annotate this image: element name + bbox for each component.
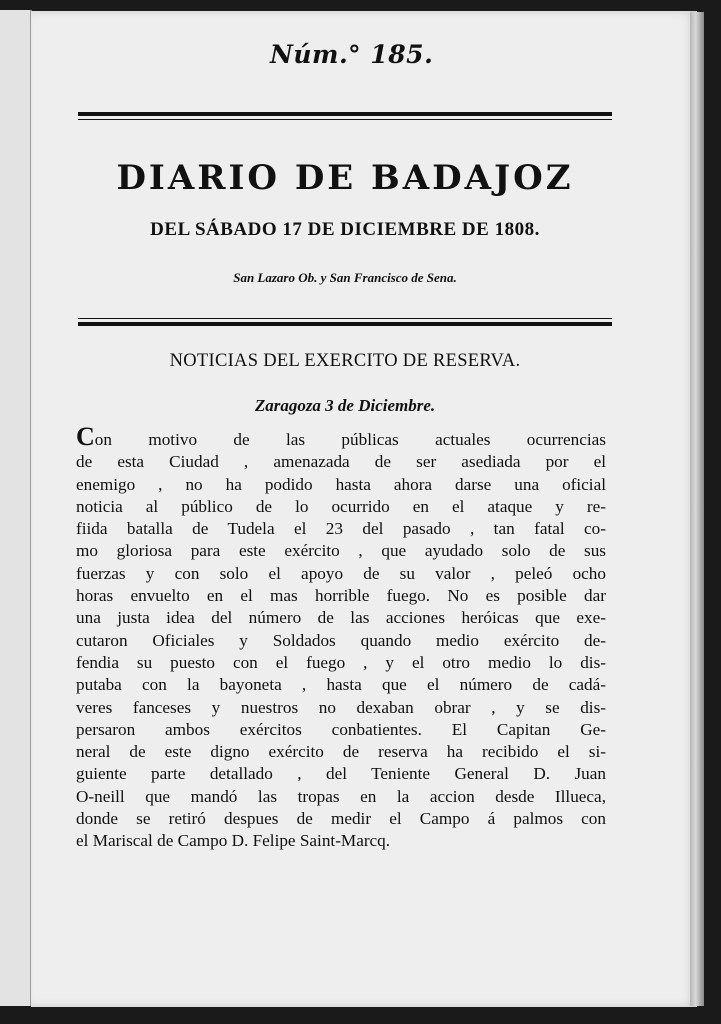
body-line: fiida batalla de Tudela el 23 del pasado , tan fatal co- [76, 519, 606, 539]
dateline-place: Zaragoza 3 de Diciembre. [254, 396, 436, 415]
body-line: enemigo , no ha podido hasta ahora darse una oficial [76, 474, 606, 494]
top-rule-thick [78, 112, 612, 116]
body-line: de esta Ciudad , amenazada de ser asediada por el [76, 452, 606, 472]
body-line: cutaron Oficiales y Soldados quando medio exército de- [76, 630, 606, 650]
article-body [76, 422, 606, 853]
body-line: fendia su puesto con el fuego , y el otro medio lo dis- [76, 652, 606, 672]
issue-number: Núm.° 185. [270, 40, 434, 69]
body-line: noticia al público de lo ocurrido en el ataque y re- [76, 496, 606, 516]
saints-of-the-day: San Lazaro Ob. y San Francisco de Sena. [233, 270, 457, 285]
top-rule-thin [78, 119, 612, 120]
body-line: guiente parte detallado , del Teniente General D. Juan [76, 764, 606, 784]
body-line: mo gloriosa para este exército , que ayudado solo de sus [76, 541, 606, 561]
left-page-edge [0, 10, 32, 1006]
dateline: DEL SÁBADO 17 DE DICIEMBRE DE 1808. [150, 219, 540, 240]
body-line: persaron ambos exércitos conbatientes. El Capitan Ge- [76, 719, 606, 739]
body-line: Con motivo de las públicas actuales ocurrencias [76, 422, 606, 451]
right-page-edge [690, 12, 704, 1006]
body-line: horas envuelto en el mas horrible fuego. No es posible dar [76, 586, 606, 606]
bottom-rule-thin [78, 318, 612, 319]
body-line: veres fanceses y nuestros no dexaban obrar , y se dis- [76, 697, 606, 717]
body-line: donde se retiró despues de medir el Campo á palmos con [76, 809, 606, 829]
masthead-title: DIARIO DE BADAJOZ [116, 158, 574, 198]
body-line: el Mariscal de Campo D. Felipe Saint-Marcq. [76, 831, 391, 851]
body-line: O-neill que mandó las tropas en la accion desde Illueca, [76, 786, 606, 806]
body-line: fuerzas y con solo el apoyo de su valor , peleó ocho [76, 563, 606, 583]
body-line: neral de este digno exército de reserva ha recibido el si- [76, 742, 606, 762]
body-line: una justa idea del número de las acciones heróicas que exe- [76, 608, 606, 628]
drop-cap: C [76, 422, 95, 451]
bottom-rule-thick [78, 322, 612, 326]
section-heading: NOTICIAS DEL EXERCITO DE RESERVA. [169, 351, 521, 371]
body-line: putaba con la bayoneta , hasta que el número de cadá- [76, 675, 606, 695]
